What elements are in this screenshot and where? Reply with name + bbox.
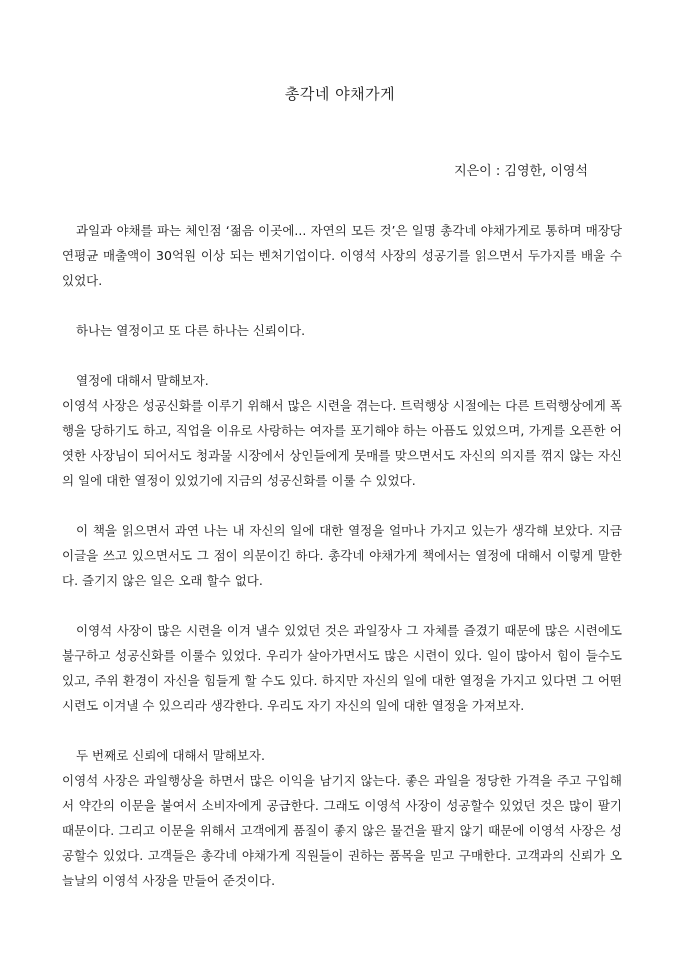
paragraph-passion-conclusion: 이영석 사장이 많은 시련을 이겨 낼수 있었던 것은 과일장사 그 자체를 즐겼기 때문에 많은 시련에도 불구하고 성공신화를 이룰수 있었다. 우리가 살아가면서도 많은 시련이 있다. 일이 많아서 힘이 들수도 있고, 주위 환경이 자신을 힘들게 할 수도 있다. 하지만 자신의 일에 대한 열정을 가지고 있다면 그 어떤 시련도 이겨낼 수 있으리라 생각한다. 우리도 자기 자신의 일에 대한 열정을 가져보자. xyxy=(62,623,622,713)
paragraph-trust-story: 이영석 사장은 과일행상을 하면서 많은 이익을 남기지 않는다. 좋은 과일을 정당한 가격을 주고 구입해서 약간의 이문을 붙여서 소비자에게 공급한다. 그래도 이영석 사장이 성공할수 있었던 것은 많이 팔기 때문이다. 그리고 이문을 위해서 고객에게 품질이 좋지 않은 물건을 팔지 않기 때문에 이영석 사장은 성공할수 있었다. 고객들은 총각네 야채가게 직원들이 권하는 품목을 믿고 구매한다. 고객과의 신뢰가 오늘날의 이영석 사장을 만들어 준것이다. xyxy=(62,773,622,888)
document-title: 총각네 야채가게 xyxy=(284,85,396,103)
paragraph-intro: 과일과 야채를 파는 체인점 ‘젊음 이곳에... 자연의 모든 것’은 일명 총각네 야채가게로 통하며 매장당 연평균 매출액이 30억원 이상 되는 벤처기업이다. 이영석 사장의 성공기를 읽으면서 두가지를 배울 수 있었다. xyxy=(62,223,622,288)
section-heading-trust: 두 번째로 신뢰에 대해서 말해보자. xyxy=(76,748,265,763)
section-heading-passion: 열정에 대해서 말해보자. xyxy=(76,373,209,388)
document-body xyxy=(62,218,622,893)
paragraph-passion-story: 이영석 사장은 성공신화를 이루기 위해서 많은 시련을 겪는다. 트럭행상 시절에는 다른 트럭행상에게 폭행을 당하기도 하고, 직업을 이유로 사랑하는 여자를 포기해야 하는 아픔도 있었으며, 가게를 오픈한 어엿한 사장님이 되어서도 청과물 시장에서 상인들에게 뭇매를 맞으면서도 자신의 의지를 꺾지 않는 자신의 일에 대한 열정이 있었기에 지금의 성공신화를 이룰 수 있었다. xyxy=(62,398,622,488)
paragraph-thesis: 하나는 열정이고 또 다른 하나는 신뢰이다. xyxy=(76,323,306,338)
author-line: 지은이 : 김영한, 이영석 xyxy=(454,164,588,179)
paragraph-passion-reflection: 이 책을 읽으면서 과연 나는 내 자신의 일에 대한 열정을 얼마나 가지고 있는가 생각해 보았다. 지금 이글을 쓰고 있으면서도 그 점이 의문이긴 하다. 총각네 야채가게 책에서는 열정에 대해서 이렇게 말한다. 즐기지 않은 일은 오래 할수 없다. xyxy=(62,523,622,588)
